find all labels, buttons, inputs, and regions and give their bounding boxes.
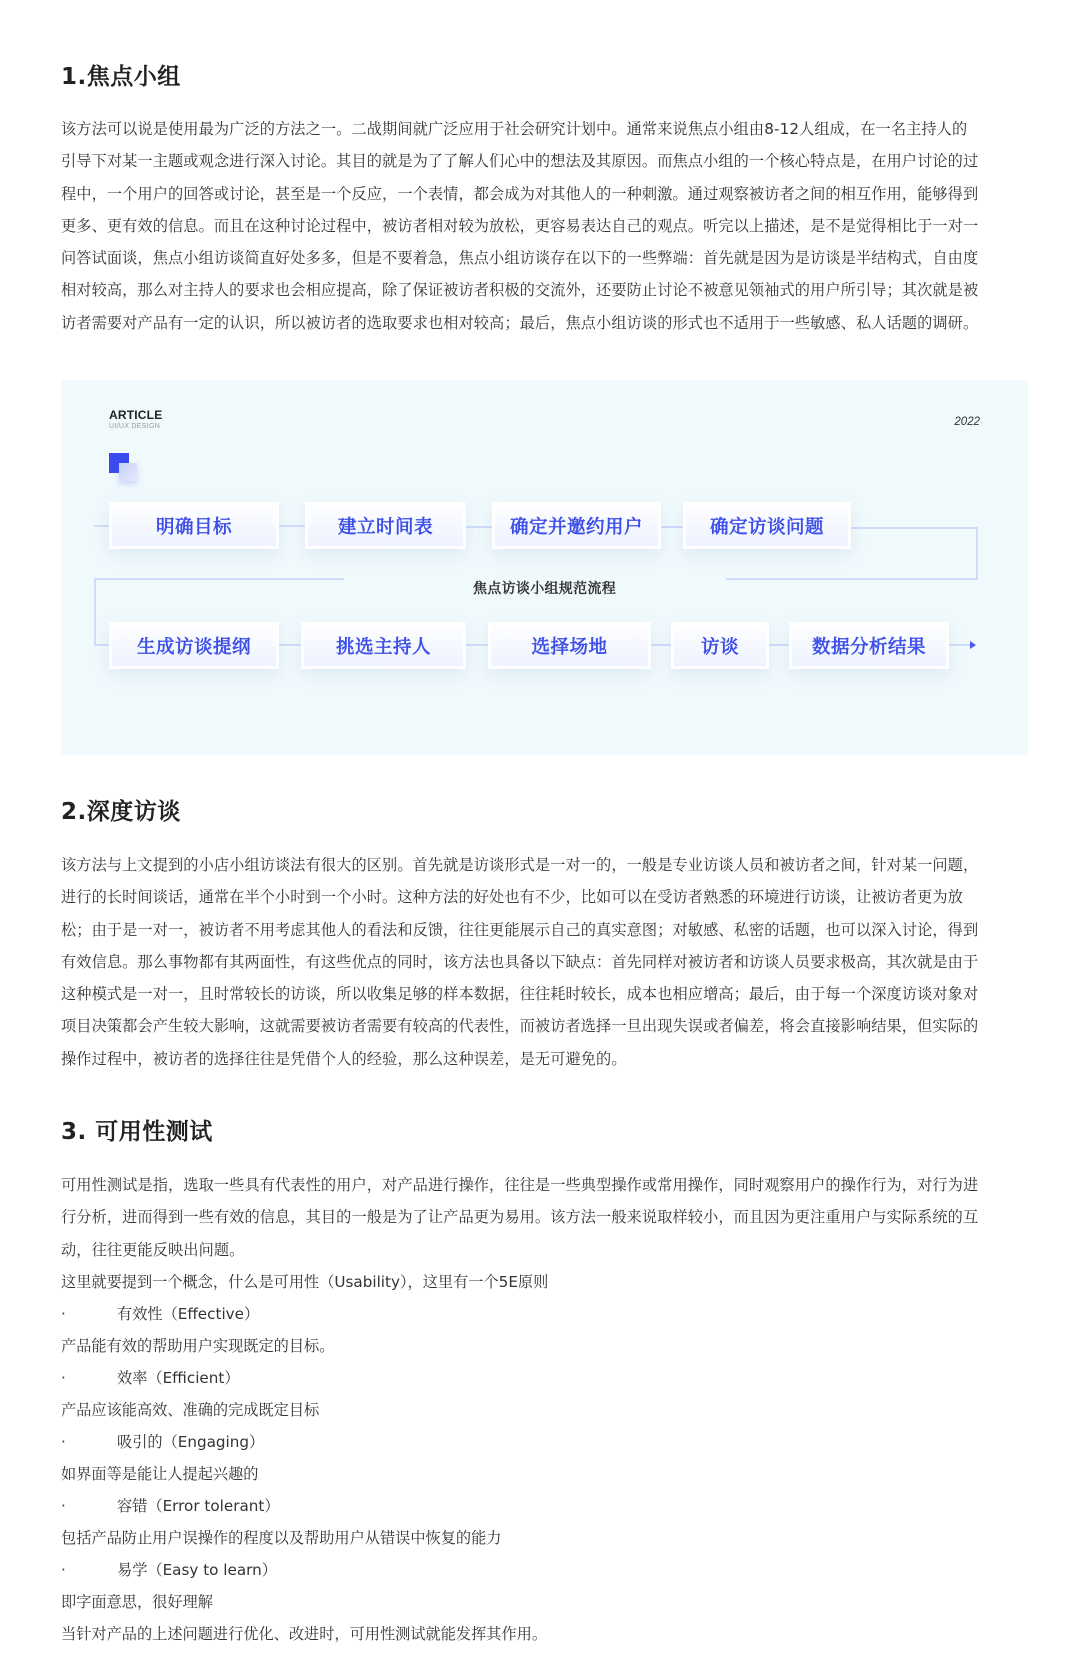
principle-desc: 如界面等是能让人提起兴趣的 [61,1465,259,1483]
connector-line [279,525,305,527]
paragraph-line: 该方法可以说是使用最为广泛的方法之一。二战期间就广泛应用于社会研究计划中。通常来说焦点小组由8-12人组成，在一名主持人的 [61,120,968,138]
connector-line [94,525,109,527]
principle-name: 有效性（Effective） [117,1305,260,1323]
paragraph-line: 行分析，进而得到一些有效的信息，其目的一般是为了让产品更为易用。该方法一般来说取样较小，而且因为更注重用户与实际系统的互 [61,1208,979,1227]
diagram-caption: 焦点访谈小组规范流程 [473,581,616,597]
connector-line [94,644,109,646]
section-paragraph-usability-testing [61,1169,1028,1266]
process-step: 挑选主持人 [301,622,466,669]
brand-title: ARTICLE [109,408,163,422]
principle-name: 易学（Easy to learn） [117,1561,277,1579]
paragraph-line: 更多、更有效的信息。而且在这种讨论过程中，被访者相对较为放松，更容易表达自己的观点。听完以上描述，是不是觉得相比于一对一 [61,216,979,235]
principle-desc: 产品能有效的帮助用户实现既定的目标。 [61,1337,335,1355]
section-paragraph-in-depth-interview [61,849,1028,1075]
principle-name: 吸引的（Engaging） [117,1433,265,1451]
connector-line [661,526,683,528]
connector-line [976,527,978,579]
process-step: 访谈 [671,622,769,669]
paragraph-line: 有效信息。那么事物都有其两面性，有这些优点的同时，该方法也具备以下缺点：首先同样对被访者和访谈人员要求极高，其次就是由于 [61,952,979,971]
paragraph-line: 操作过程中，被访者的选择往往是凭借个人的经验，那么这种误差，是无可避免的。 [61,1049,627,1068]
paragraph-line: 动，往往更能反映出问题。 [61,1240,245,1259]
arrow-right-icon [970,641,976,649]
bullet: · [61,1561,66,1579]
brand-block [109,408,162,430]
paragraph-line: 松；由于是一对一，被访者不用考虑其他人的看法和反馈，往往更能展示自己的真实意图；对敏感、私密的话题，也可以深入讨论，得到 [61,920,979,939]
paragraph-line: 访者需要对产品有一定的认识，所以被访者的选取要求也相对较高；最后，焦点小组访谈的形式也不适用于一些敏感、私人话题的调研。 [61,313,979,332]
paragraph-line: 相对较高，那么对主持人的要求也会相应提高，除了保证被访者积极的交流外，还要防止讨论不被意见领袖式的用户所引导；其次就是被 [61,281,979,300]
paragraph-line: 项目决策都会产生较大影响，这就需要被访者需要有较高的代表性，而被访者选择一旦出现失误或者偏差，将会直接影响结果，但实际的 [61,1017,979,1036]
paragraph-line: 问答试面谈，焦点小组访谈简直好处多多，但是不要着急，焦点小组访谈存在以下的一些弊端：首先就是因为是访谈是半结构式，自由度 [61,249,979,268]
paragraph-line: 可用性测试是指，选取一些具有代表性的用户，对产品进行操作，往往是一些典型操作或常用操作，同时观察用户的操作行为，对行为进 [61,1176,979,1194]
connector-line [949,644,971,646]
principle-item [61,1362,240,1394]
process-step: 明确目标 [109,502,279,549]
focus-group-process-diagram [61,380,1028,755]
principle-name: 容错（Error tolerant） [117,1497,280,1515]
paragraph-line: 这种模式是一对一，且时常较长的访谈，所以收集足够的样本数据，往往耗时较长，成本也相应增高；最后，由于每一个深度访谈对象对 [61,985,979,1004]
connector-line [651,644,671,646]
paragraph-line: 进行的长时间谈话，通常在半个小时到一个小时。这种方法的好处也有不少，比如可以在受访者熟悉的环境进行访谈，让被访者更为放 [61,888,963,907]
year-label: 2022 [954,416,980,428]
connector-line [466,644,488,646]
principle-desc: 产品应该能高效、准确的完成既定目标 [61,1401,320,1419]
connector-line [851,527,978,529]
section-title-usability-testing: 3. 可用性测试 [61,1119,213,1145]
paragraph-line: 引导下对某一主题或观念进行深入讨论。其目的就是为了了解人们心中的想法及其原因。而焦点小组的一个核心特点是，在用户讨论的过 [61,152,979,171]
section-paragraph-focus-group [61,113,1028,339]
connector-line [769,644,789,646]
brand-logo-icon [109,453,137,481]
brand-subtitle: UI/UX DESIGN [109,423,161,430]
bullet: · [61,1369,66,1387]
principle-item [61,1426,264,1458]
process-step: 确定访谈问题 [683,502,851,549]
connector-line [466,526,492,528]
principle-name: 效率（Efficient） [117,1369,240,1387]
principle-item [61,1554,277,1586]
process-step: 建立时间表 [305,502,466,549]
paragraph-line: 程中，一个用户的回答或讨论，甚至是一个反应，一个表情，都会成为对其他人的一种刺激。通过观察被访者之间的相互作用，能够得到 [61,184,979,203]
process-step: 生成访谈提纲 [109,622,279,669]
principle-desc: 包括产品防止用户误操作的程度以及帮助用户从错误中恢复的能力 [61,1529,502,1547]
principle-item [61,1490,280,1522]
usability-intro: 这里就要提到一个概念，什么是可用性（Usability），这里有一个5E原则 [61,1273,549,1291]
usability-conclusion: 当针对产品的上述问题进行优化、改进时，可用性测试就能发挥其作用。 [61,1625,547,1643]
principle-desc: 即字面意思，很好理解 [61,1593,213,1611]
principle-item [61,1298,259,1330]
connector-line [279,644,301,646]
process-step: 选择场地 [488,622,651,669]
paragraph-line: 该方法与上文提到的小店小组访谈法有很大的区别。首先就是访谈形式是一对一的，一般是专业访谈人员和被访者之间，针对某一问题， [61,856,979,874]
process-step: 确定并邀约用户 [492,502,661,549]
bullet: · [61,1305,66,1323]
bullet: · [61,1497,66,1515]
process-step: 数据分析结果 [789,622,949,669]
section-title-focus-group: 1.焦点小组 [61,64,181,90]
section-title-in-depth-interview: 2.深度访谈 [61,799,181,825]
bullet: · [61,1433,66,1451]
